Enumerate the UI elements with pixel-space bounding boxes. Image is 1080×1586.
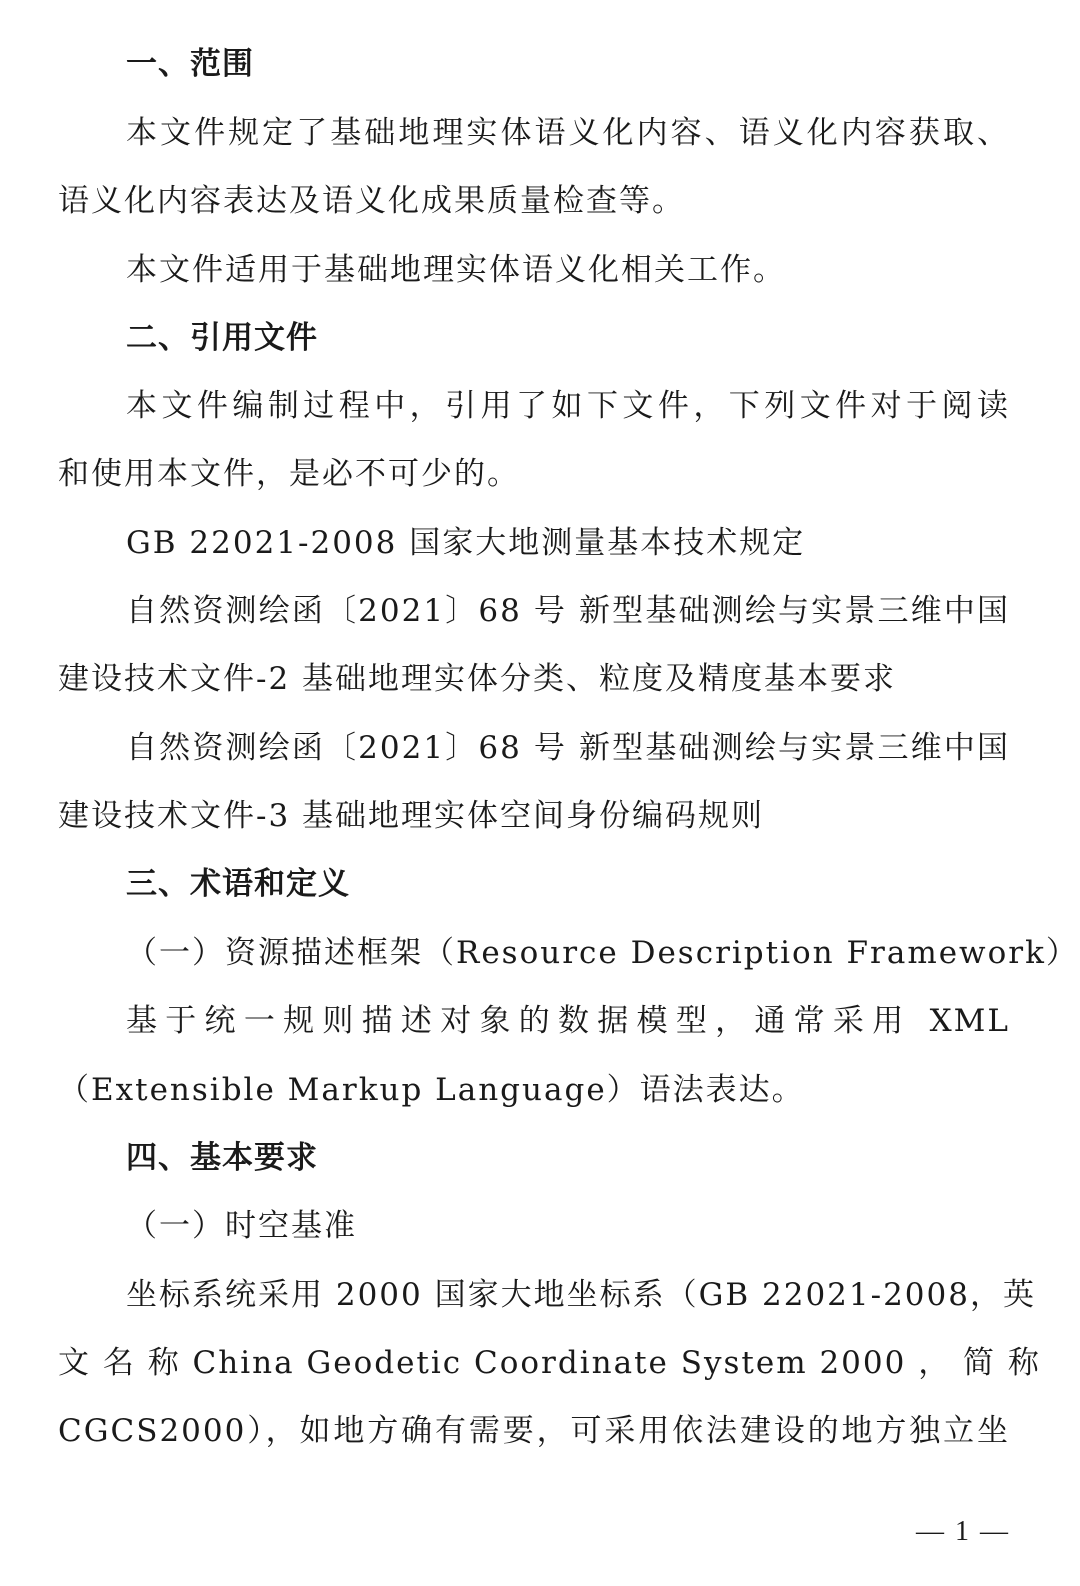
- section-heading-terms: 三、术语和定义: [126, 866, 350, 902]
- term-definition-line-2: （Extensible Markup Language）语法表达。: [58, 1072, 805, 1108]
- reference-item-3-line-2: 建设技术文件-3 基础地理实体空间身份编码规则: [58, 798, 765, 834]
- datum-paragraph-line-3: CGCS2000），如地方确有需要，可采用依法建设的地方独立坐: [58, 1413, 1010, 1449]
- section-heading-requirements: 四、基本要求: [126, 1140, 318, 1176]
- requirement-subheading-datum: （一）时空基准: [126, 1208, 357, 1244]
- scope-paragraph-line-1: 本文件规定了基础地理实体语义化内容、语义化内容获取、: [126, 115, 1010, 151]
- reference-item-3-line-1: 自然资测绘函〔2021〕68 号 新型基础测绘与实景三维中国: [126, 730, 1010, 766]
- section-heading-scope: 一、范围: [126, 46, 254, 82]
- term-definition-line-1: 基于统一规则描述对象的数据模型，通常采用 XML: [126, 1003, 1010, 1039]
- page-number: — 1 —: [916, 1516, 1010, 1547]
- reference-item-2-line-1: 自然资测绘函〔2021〕68 号 新型基础测绘与实景三维中国: [126, 593, 1010, 629]
- datum-paragraph-line-1: 坐标系统采用 2000 国家大地坐标系（GB 22021-2008，英: [126, 1277, 1036, 1313]
- reference-item-1: GB 22021-2008 国家大地测量基本技术规定: [126, 525, 806, 561]
- section-heading-references: 二、引用文件: [126, 320, 318, 356]
- references-intro-line-2: 和使用本文件，是必不可少的。: [58, 456, 520, 492]
- scope-paragraph-2: 本文件适用于基础地理实体语义化相关工作。: [126, 252, 786, 288]
- datum-paragraph-line-2: 文 名 称 China Geodetic Coordinate System 2000 ， 简 称: [58, 1345, 1041, 1381]
- references-intro-line-1: 本文件编制过程中，引用了如下文件，下列文件对于阅读: [126, 388, 1010, 424]
- scope-paragraph-line-2: 语义化内容表达及语义化成果质量检查等。: [58, 183, 685, 219]
- reference-item-2-line-2: 建设技术文件-2 基础地理实体分类、粒度及精度基本要求: [58, 661, 897, 697]
- term-subheading-rdf: （一）资源描述框架（Resource Description Framework）: [126, 935, 1079, 971]
